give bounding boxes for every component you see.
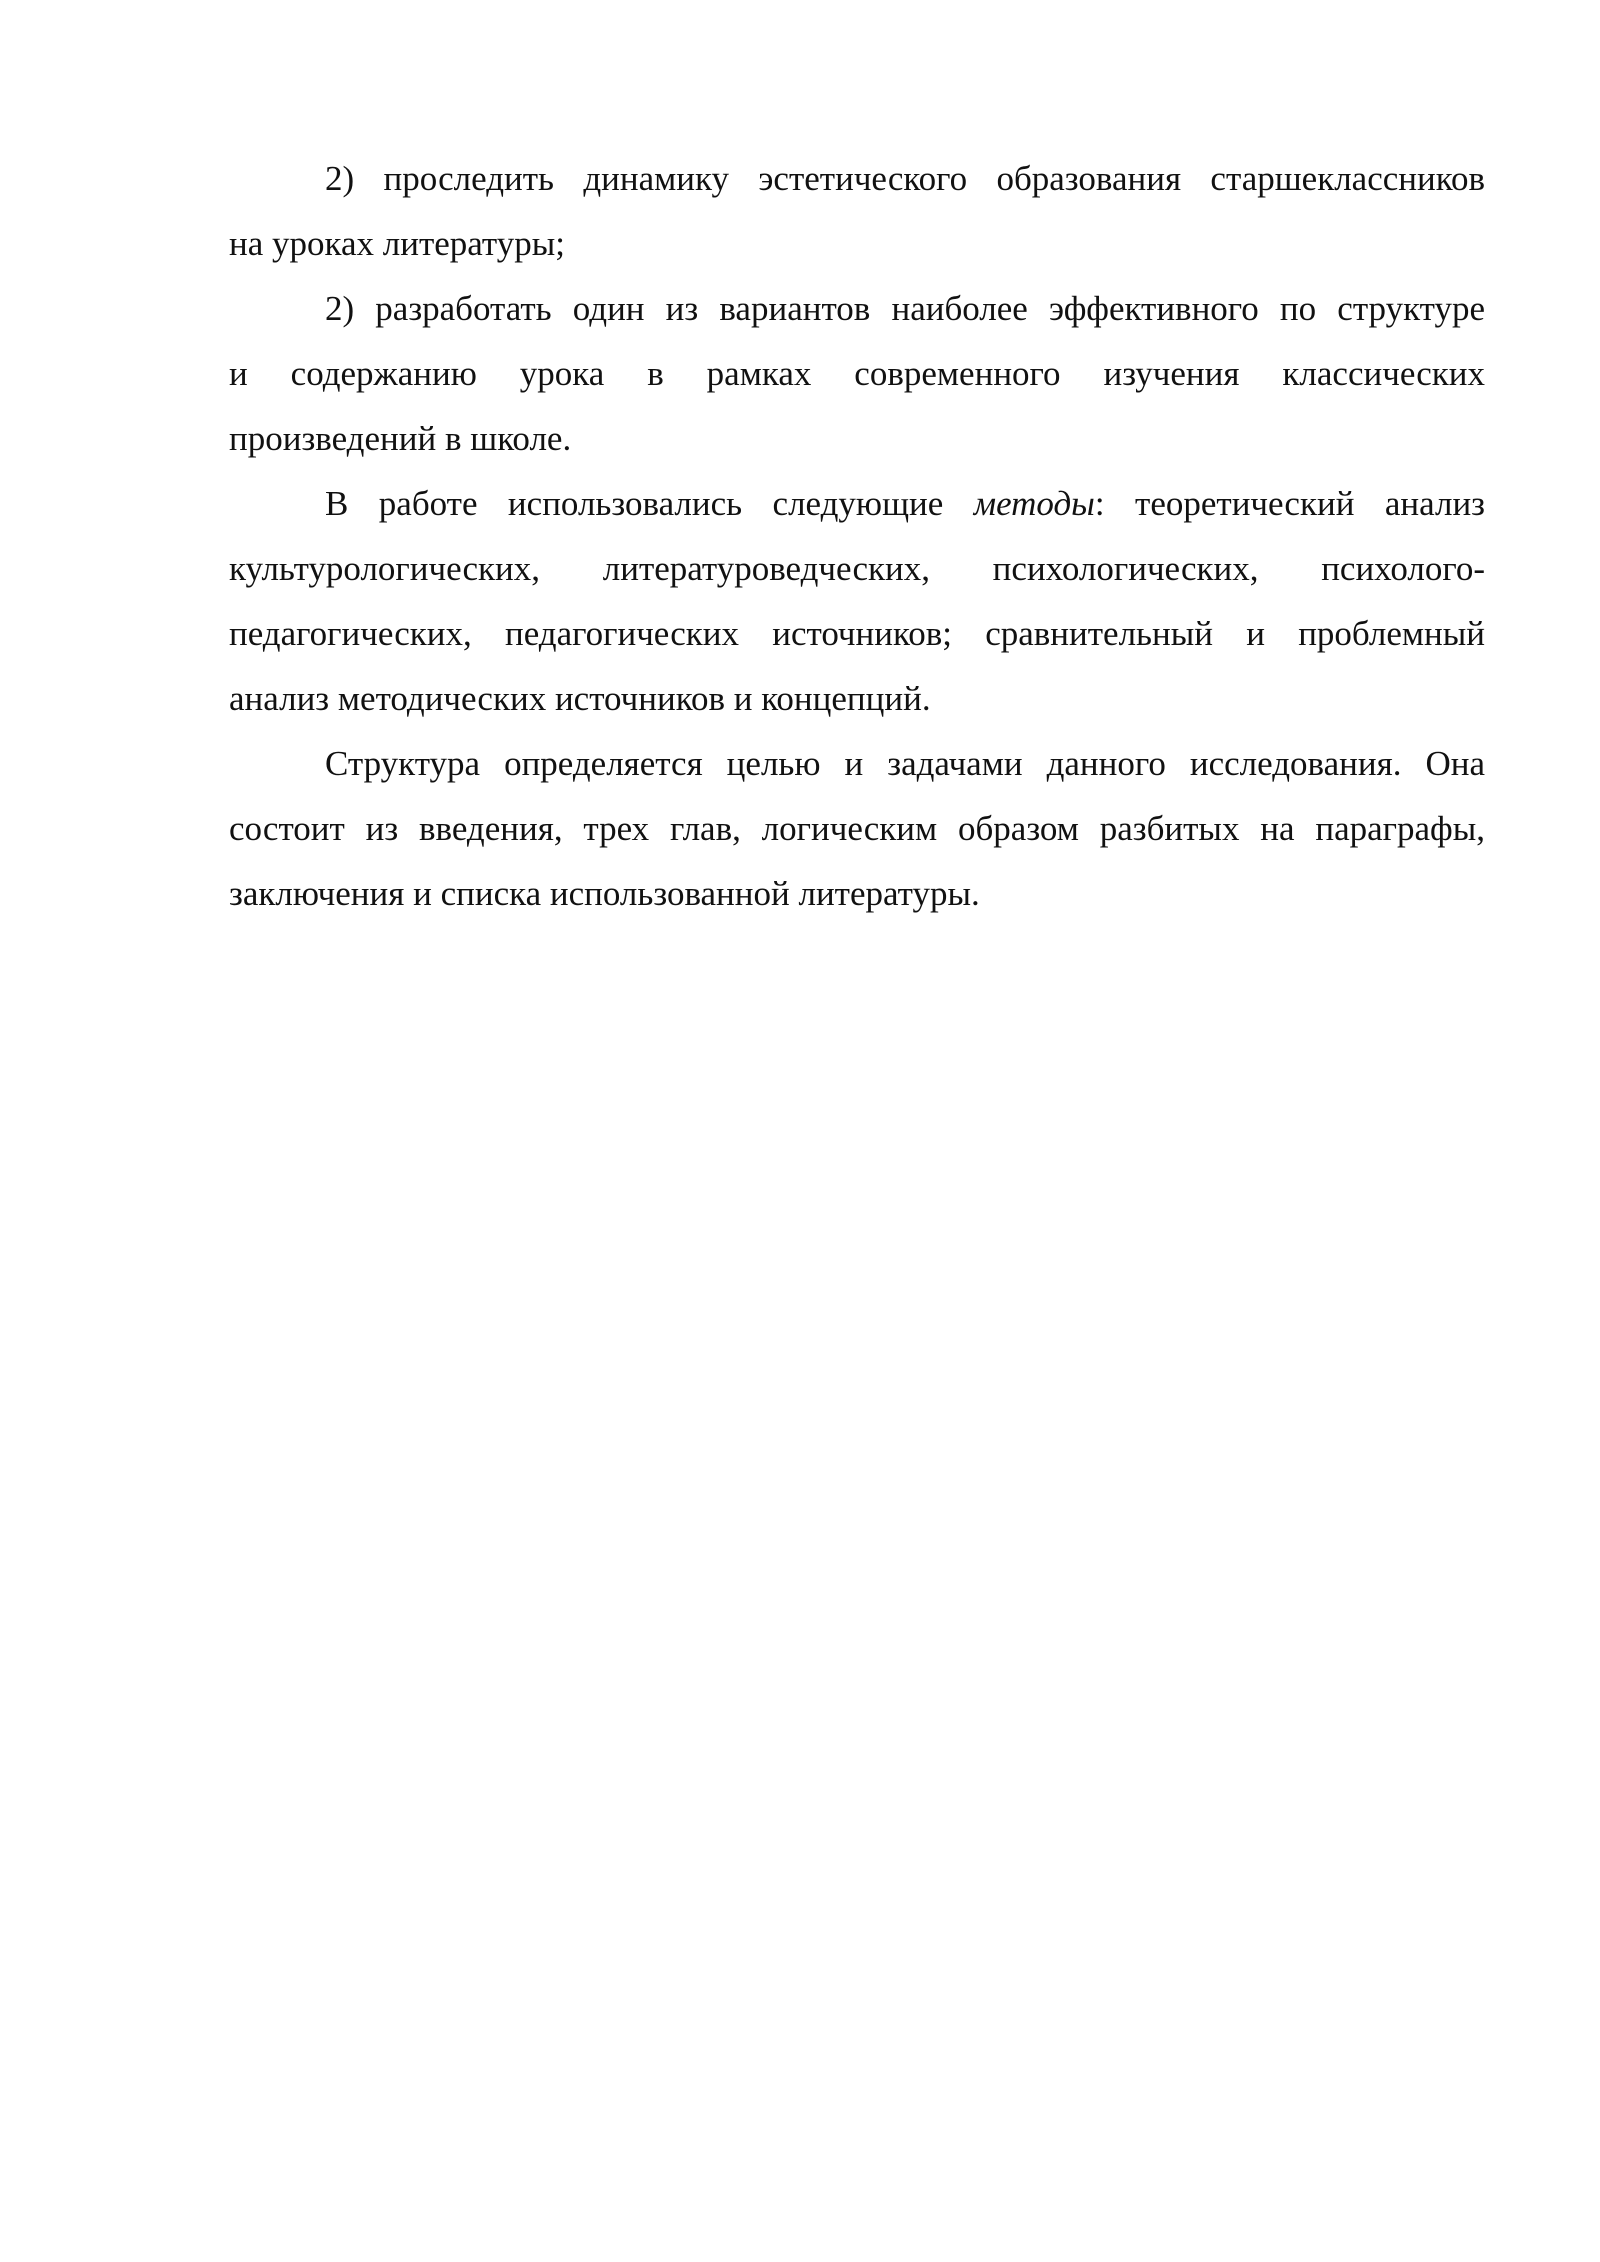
text-line: и содержанию урока в рамках современного изучения классических	[229, 354, 1485, 393]
text-line: состоит из введения, трех глав, логическим образом разбитых на параграфы,	[229, 809, 1485, 848]
paragraph-task-2b	[229, 276, 1485, 471]
text-line: заключения и списка использованной литературы.	[229, 874, 980, 913]
paragraph-methods	[229, 471, 1485, 731]
text-line: на уроках литературы;	[229, 224, 566, 263]
text-line: 2) проследить динамику эстетического образования старшеклассников	[325, 159, 1485, 198]
text-line: произведений в школе.	[229, 419, 572, 458]
text-line: культурологических, литературоведческих, психологических, психолого-	[229, 549, 1485, 588]
text-fragment: : теоретический анализ	[1094, 484, 1485, 523]
text-line: анализ методических источников и концепций.	[229, 679, 931, 718]
text-line	[229, 471, 1485, 536]
emphasized-term: методы	[973, 484, 1095, 523]
text-line: Структура определяется целью и задачами данного исследования. Она	[325, 744, 1485, 783]
text-line: педагогических, педагогических источников; сравнительный и проблемный	[229, 614, 1485, 653]
paragraph-task-2a	[229, 146, 1485, 276]
text-fragment: В работе использовались следующие	[325, 484, 974, 523]
paragraph-structure	[229, 731, 1485, 926]
document-body	[229, 146, 1485, 926]
text-line: 2) разработать один из вариантов наиболее эффективного по структуре	[325, 289, 1485, 328]
